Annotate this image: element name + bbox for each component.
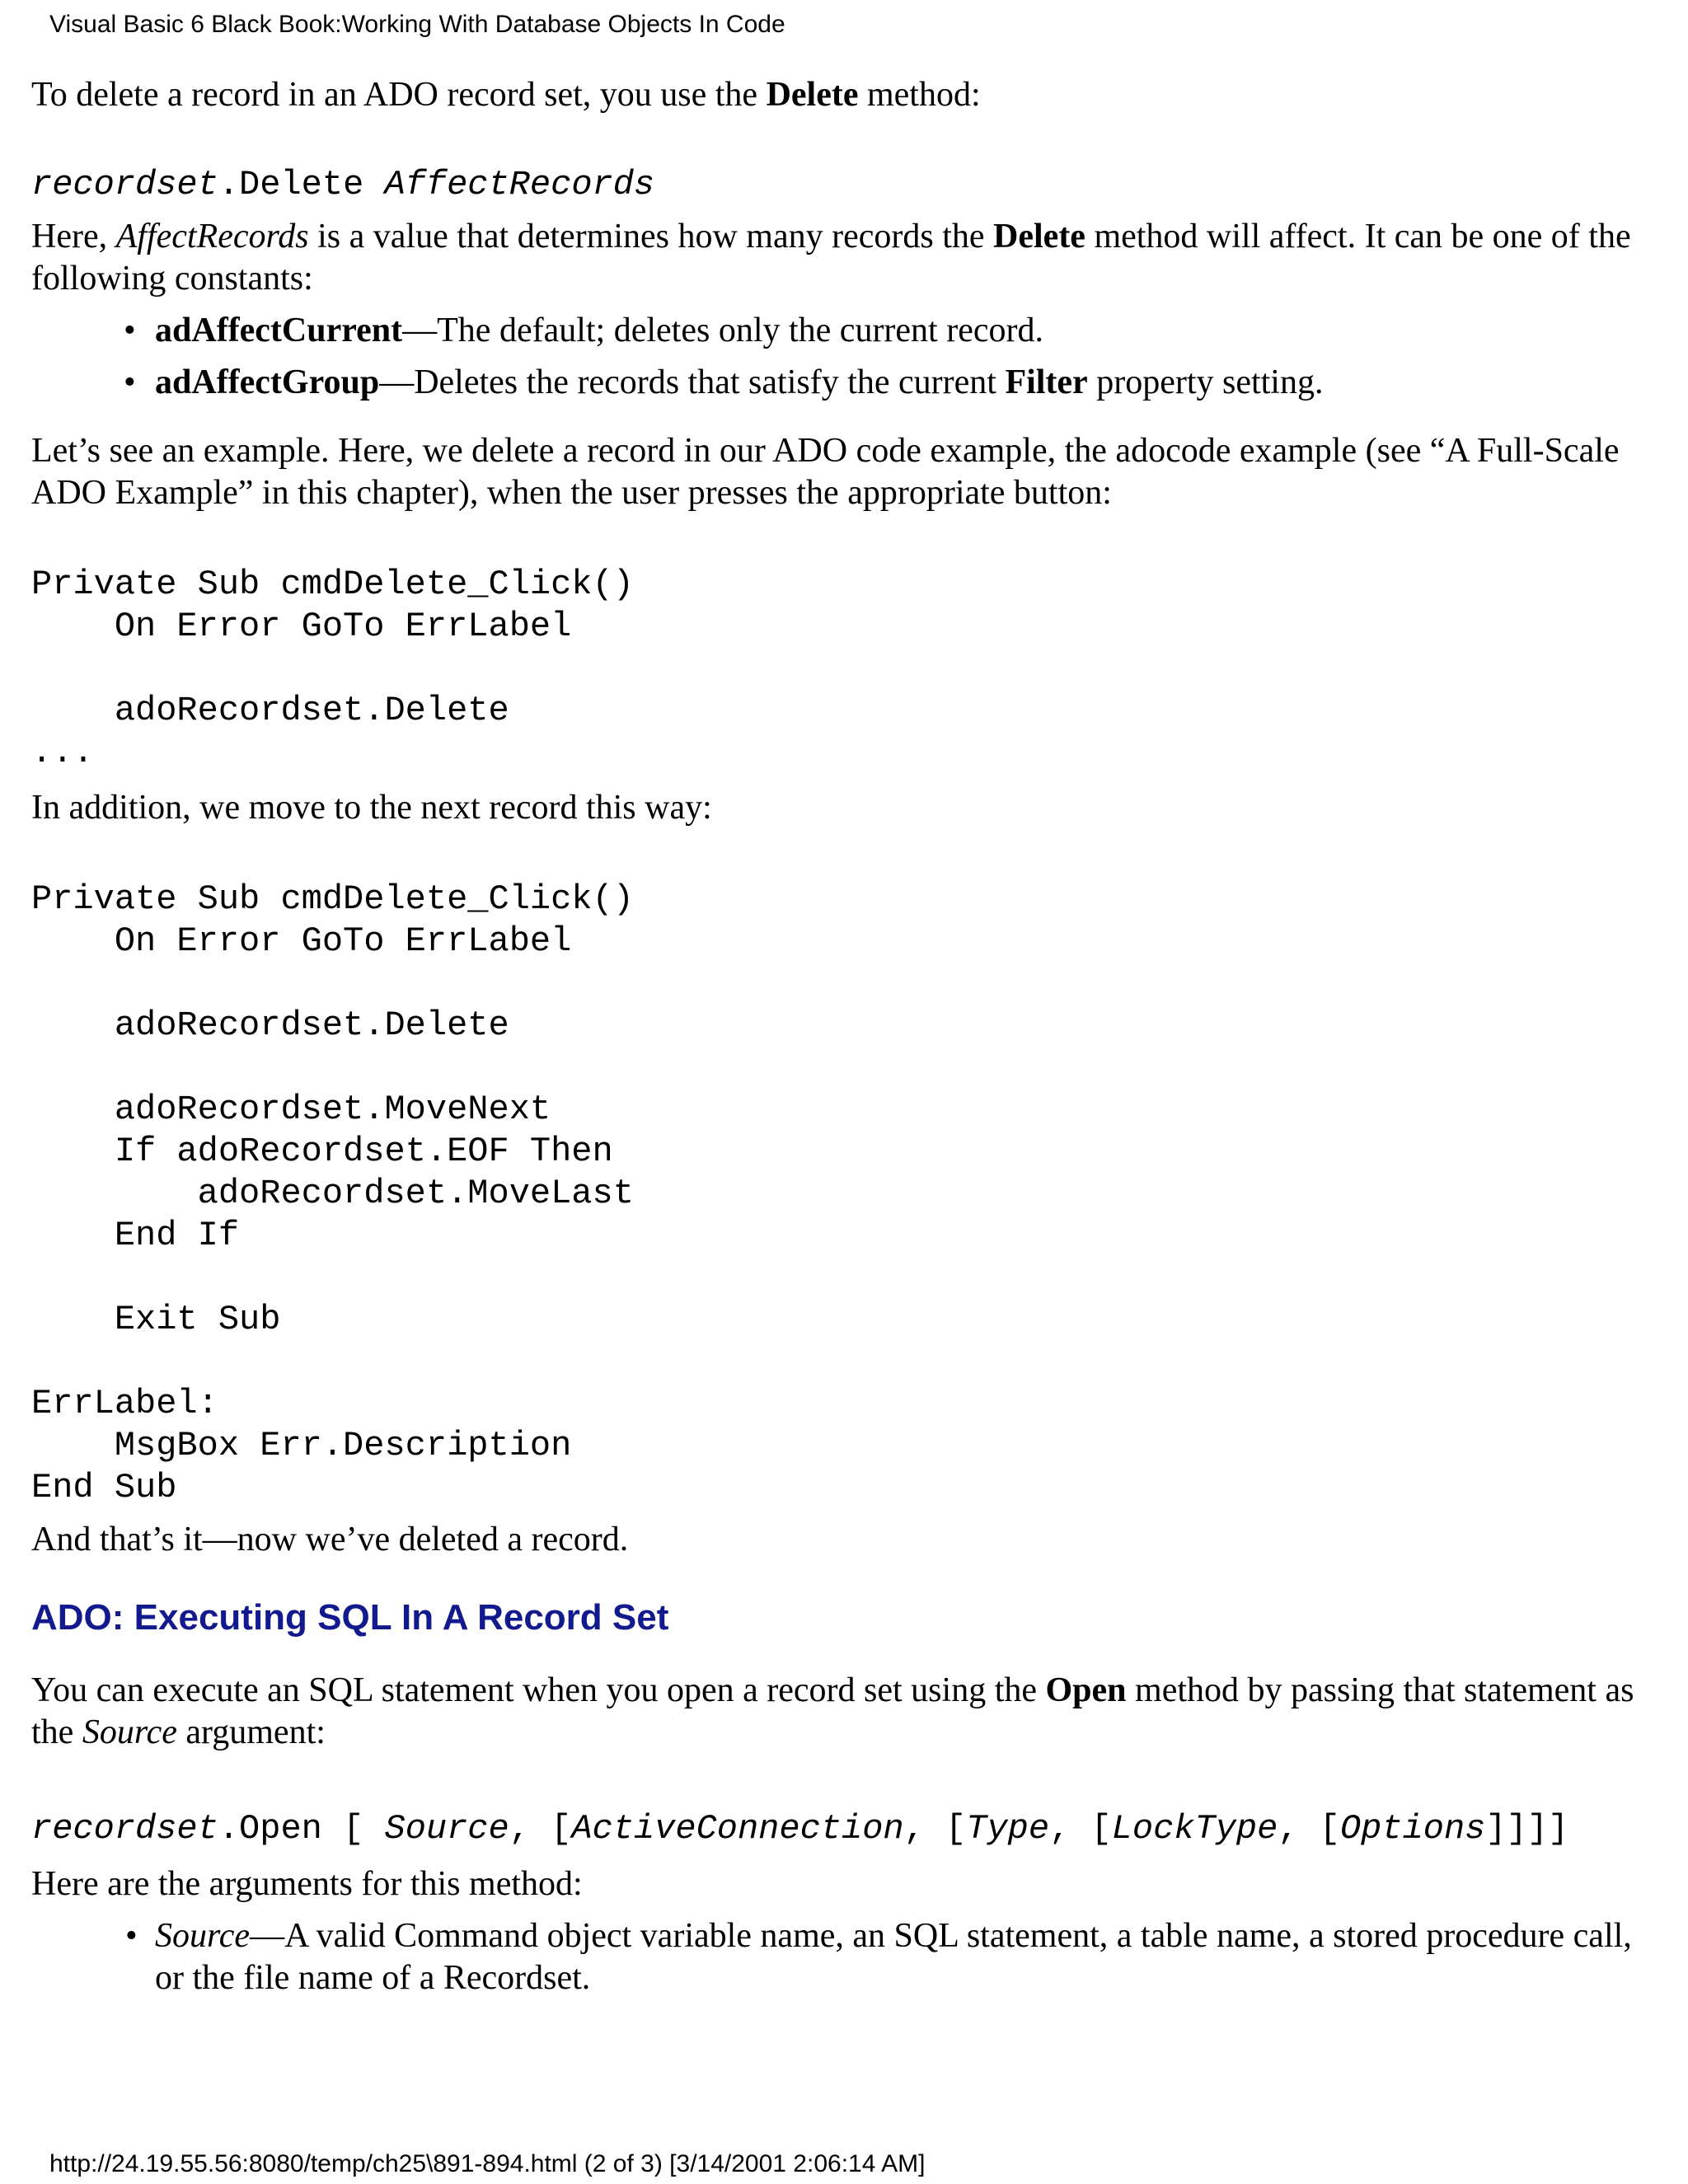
list-item bbox=[31, 362, 1659, 404]
code-argument: AffectRecords bbox=[384, 165, 655, 204]
text-span: method will affect. It can be one of the following constants: bbox=[31, 218, 1631, 298]
argument-name: AffectRecords bbox=[115, 218, 309, 255]
argument-description: —A valid Command object variable name, an SQL statement, a table name, a stored procedure call, or the file name of a Recordset. bbox=[155, 1917, 1632, 1997]
property-name: Filter bbox=[1005, 363, 1088, 401]
text-span: Here, bbox=[31, 218, 116, 255]
text-span: You can execute an SQL statement when you open a record set using the bbox=[31, 1671, 1046, 1709]
document-body bbox=[31, 74, 1659, 1999]
affectrecords-paragraph bbox=[31, 216, 1659, 300]
argument-name: Source bbox=[82, 1713, 177, 1751]
bullet-icon: • bbox=[124, 312, 136, 349]
method-name: Delete bbox=[993, 218, 1085, 255]
page-header: Visual Basic 6 Black Book:Working With Database Objects In Code bbox=[49, 11, 785, 38]
code-object: recordset bbox=[31, 1809, 218, 1849]
text-span: argument: bbox=[176, 1713, 326, 1751]
code-block-2: Private Sub cmdDelete_Click() On Error GoTo ErrLabel adoRecordset.Delete adoRecordset.MoveNext If adoRecordset.EOF Then adoRecordset.MoveLast End If Exit Sub ErrLabel: MsgBox Err.Description End Sub bbox=[31, 879, 634, 1507]
code-punct: , [ bbox=[903, 1809, 967, 1849]
section-heading: ADO: Executing SQL In A Record Set bbox=[31, 1597, 669, 1638]
code-block-1: Private Sub cmdDelete_Click() On Error GoTo ErrLabel adoRecordset.Delete ... bbox=[31, 565, 634, 772]
code-punct: , [ bbox=[1049, 1809, 1112, 1849]
constant-description: —The default; deletes only the current record. bbox=[402, 312, 1043, 349]
code-argument: Source bbox=[384, 1809, 509, 1849]
code-method: .Open [ bbox=[218, 1809, 385, 1849]
text-span: method: bbox=[858, 76, 981, 114]
delete-syntax bbox=[31, 164, 1659, 206]
text-span: property setting. bbox=[1087, 363, 1324, 401]
next-record-paragraph: In addition, we move to the next record this way: bbox=[31, 789, 712, 827]
constant-name: adAffectGroup bbox=[155, 363, 380, 401]
method-name: Delete bbox=[766, 76, 859, 114]
list-item bbox=[31, 310, 1659, 352]
code-method: .Delete bbox=[218, 165, 385, 204]
conclusion-paragraph: And that’s it—now we’ve deleted a record. bbox=[31, 1521, 629, 1558]
example-paragraph: Let’s see an example. Here, we delete a record in our ADO code example, the adocode example (see “A Full-Scale ADO Example” in this chapter), when the user presses the appropriate button: bbox=[31, 432, 1620, 512]
constant-description: —Deletes the records that satisfy the current bbox=[379, 363, 1006, 401]
text-span: To delete a record in an ADO record set, you use the bbox=[31, 76, 767, 114]
intro-paragraph bbox=[31, 74, 1659, 116]
bullet-icon: • bbox=[124, 363, 136, 401]
sql-paragraph bbox=[31, 1670, 1659, 1754]
code-punct: ]]]] bbox=[1485, 1809, 1569, 1849]
arguments-intro: Here are the arguments for this method: bbox=[31, 1865, 583, 1903]
open-syntax bbox=[31, 1808, 1659, 1850]
code-punct: , [ bbox=[509, 1809, 572, 1849]
code-punct: , [ bbox=[1278, 1809, 1340, 1849]
code-argument: LockType bbox=[1111, 1809, 1278, 1849]
text-span: method by passing that statement as the bbox=[31, 1671, 1634, 1751]
code-object: recordset bbox=[31, 165, 218, 204]
code-argument: ActiveConnection bbox=[571, 1809, 904, 1849]
bullet-icon: • bbox=[125, 1917, 138, 1955]
arguments-list bbox=[31, 1915, 1659, 1999]
code-argument: Type bbox=[966, 1809, 1050, 1849]
method-name: Open bbox=[1045, 1671, 1127, 1709]
page-footer: http://24.19.55.56:8080/temp/ch25\891-894.html (2 of 3) [3/14/2001 2:06:14 AM] bbox=[49, 2150, 926, 2177]
argument-name: Source bbox=[155, 1917, 251, 1955]
code-argument: Options bbox=[1339, 1809, 1486, 1849]
text-span: is a value that determines how many records the bbox=[308, 218, 994, 255]
constant-name: adAffectCurrent bbox=[155, 312, 403, 349]
constants-list bbox=[31, 310, 1659, 404]
list-item bbox=[31, 1915, 1659, 1999]
